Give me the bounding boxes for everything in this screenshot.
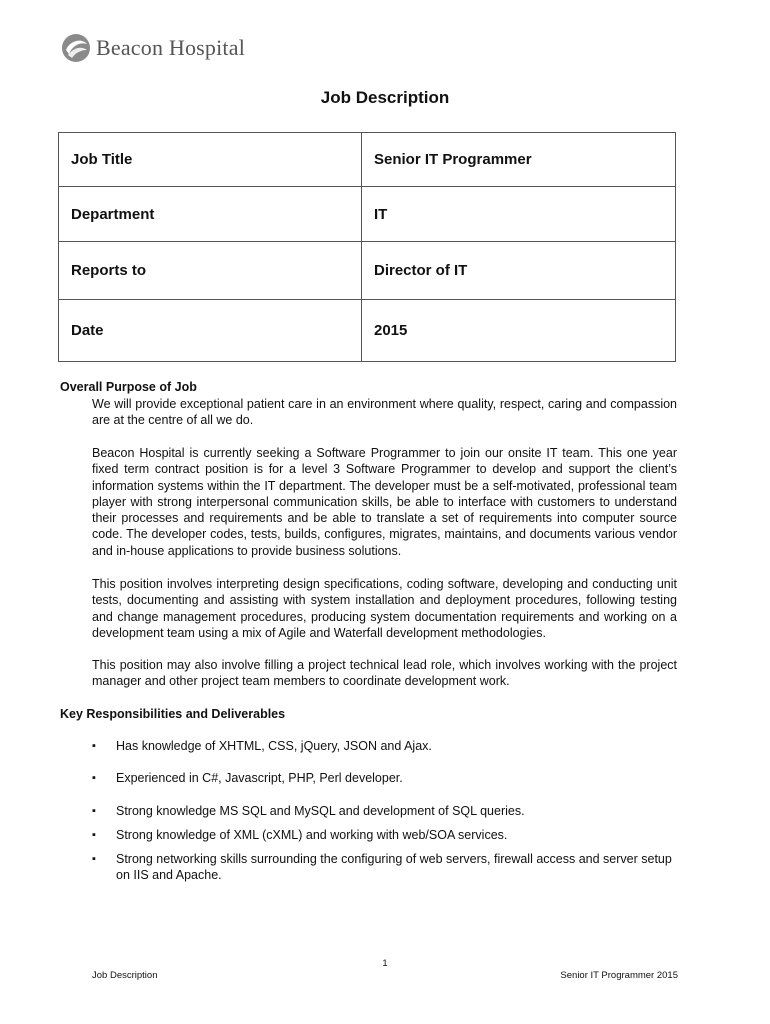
job-info-table xyxy=(58,132,676,362)
table-row xyxy=(59,242,676,300)
beacon-swirl-icon xyxy=(60,32,92,64)
logo-text: Beacon Hospital xyxy=(96,35,246,60)
hospital-logo xyxy=(60,32,245,64)
job-title-label: Job Title xyxy=(59,133,362,187)
table-row xyxy=(59,187,676,242)
department-label: Department xyxy=(59,187,362,242)
purpose-paragraph-1: We will provide exceptional patient care in an environment where quality, respect, caring and compassion are at the centre of all we do. xyxy=(92,397,677,428)
reports-to-label: Reports to xyxy=(59,242,362,300)
page-number: 1 xyxy=(382,958,388,969)
table-row xyxy=(59,300,676,362)
purpose-paragraph-3: This position involves interpreting design specifications, coding software, developing and conducting unit tests, documenting and assisting with system installation and deployment procedures, following testing and change management procedures, producing system documentation requirements and working on a development team using a mix of Agile and Waterfall development methodologies. xyxy=(92,577,677,640)
date-label: Date xyxy=(59,300,362,362)
list-item: ▪ Strong networking skills surrounding the configuring of web servers, firewall access and server setup on IIS and Apache. xyxy=(92,851,677,884)
list-item: ▪ Has knowledge of XHTML, CSS, jQuery, JSON and Ajax. xyxy=(92,738,677,754)
reports-to-value: Director of IT xyxy=(362,242,676,300)
purpose-paragraph-2: Beacon Hospital is currently seeking a Software Programmer to join our onsite IT team. This one year fixed term contract position is for a level 3 Software Programmer to develop and support the client’s information systems within the IT department. The developer must be a self-motivated, professional team player with strong interpersonal communication skills, be able to interface with customers to understand their processes and requirements and be able to translate a set of requirements into computer source code. The developer codes, tests, builds, configures, migrates, maintains, and documents various vendor and in-house applications to provide business solutions. xyxy=(92,446,677,558)
list-item: ▪ Strong knowledge MS SQL and MySQL and development of SQL queries. xyxy=(92,803,677,819)
document-title: Job Description xyxy=(320,88,450,107)
footer-left: Job Description xyxy=(92,970,158,981)
date-value: 2015 xyxy=(362,300,676,362)
job-title-value: Senior IT Programmer xyxy=(362,133,676,187)
table-row xyxy=(59,133,676,187)
responsibilities-list xyxy=(92,738,677,900)
list-item: ▪ Experienced in C#, Javascript, PHP, Perl developer. xyxy=(92,770,677,786)
list-item: ▪ Strong knowledge of XML (cXML) and working with web/SOA services. xyxy=(92,827,677,843)
purpose-paragraph-4: This position may also involve filling a project technical lead role, which involves working with the project manager and other project team members to coordinate development work. xyxy=(92,658,677,689)
department-value: IT xyxy=(362,187,676,242)
responsibilities-heading: Key Responsibilities and Deliverables xyxy=(60,707,286,721)
footer-right: Senior IT Programmer 2015 xyxy=(560,970,678,981)
purpose-heading: Overall Purpose of Job xyxy=(60,380,197,394)
